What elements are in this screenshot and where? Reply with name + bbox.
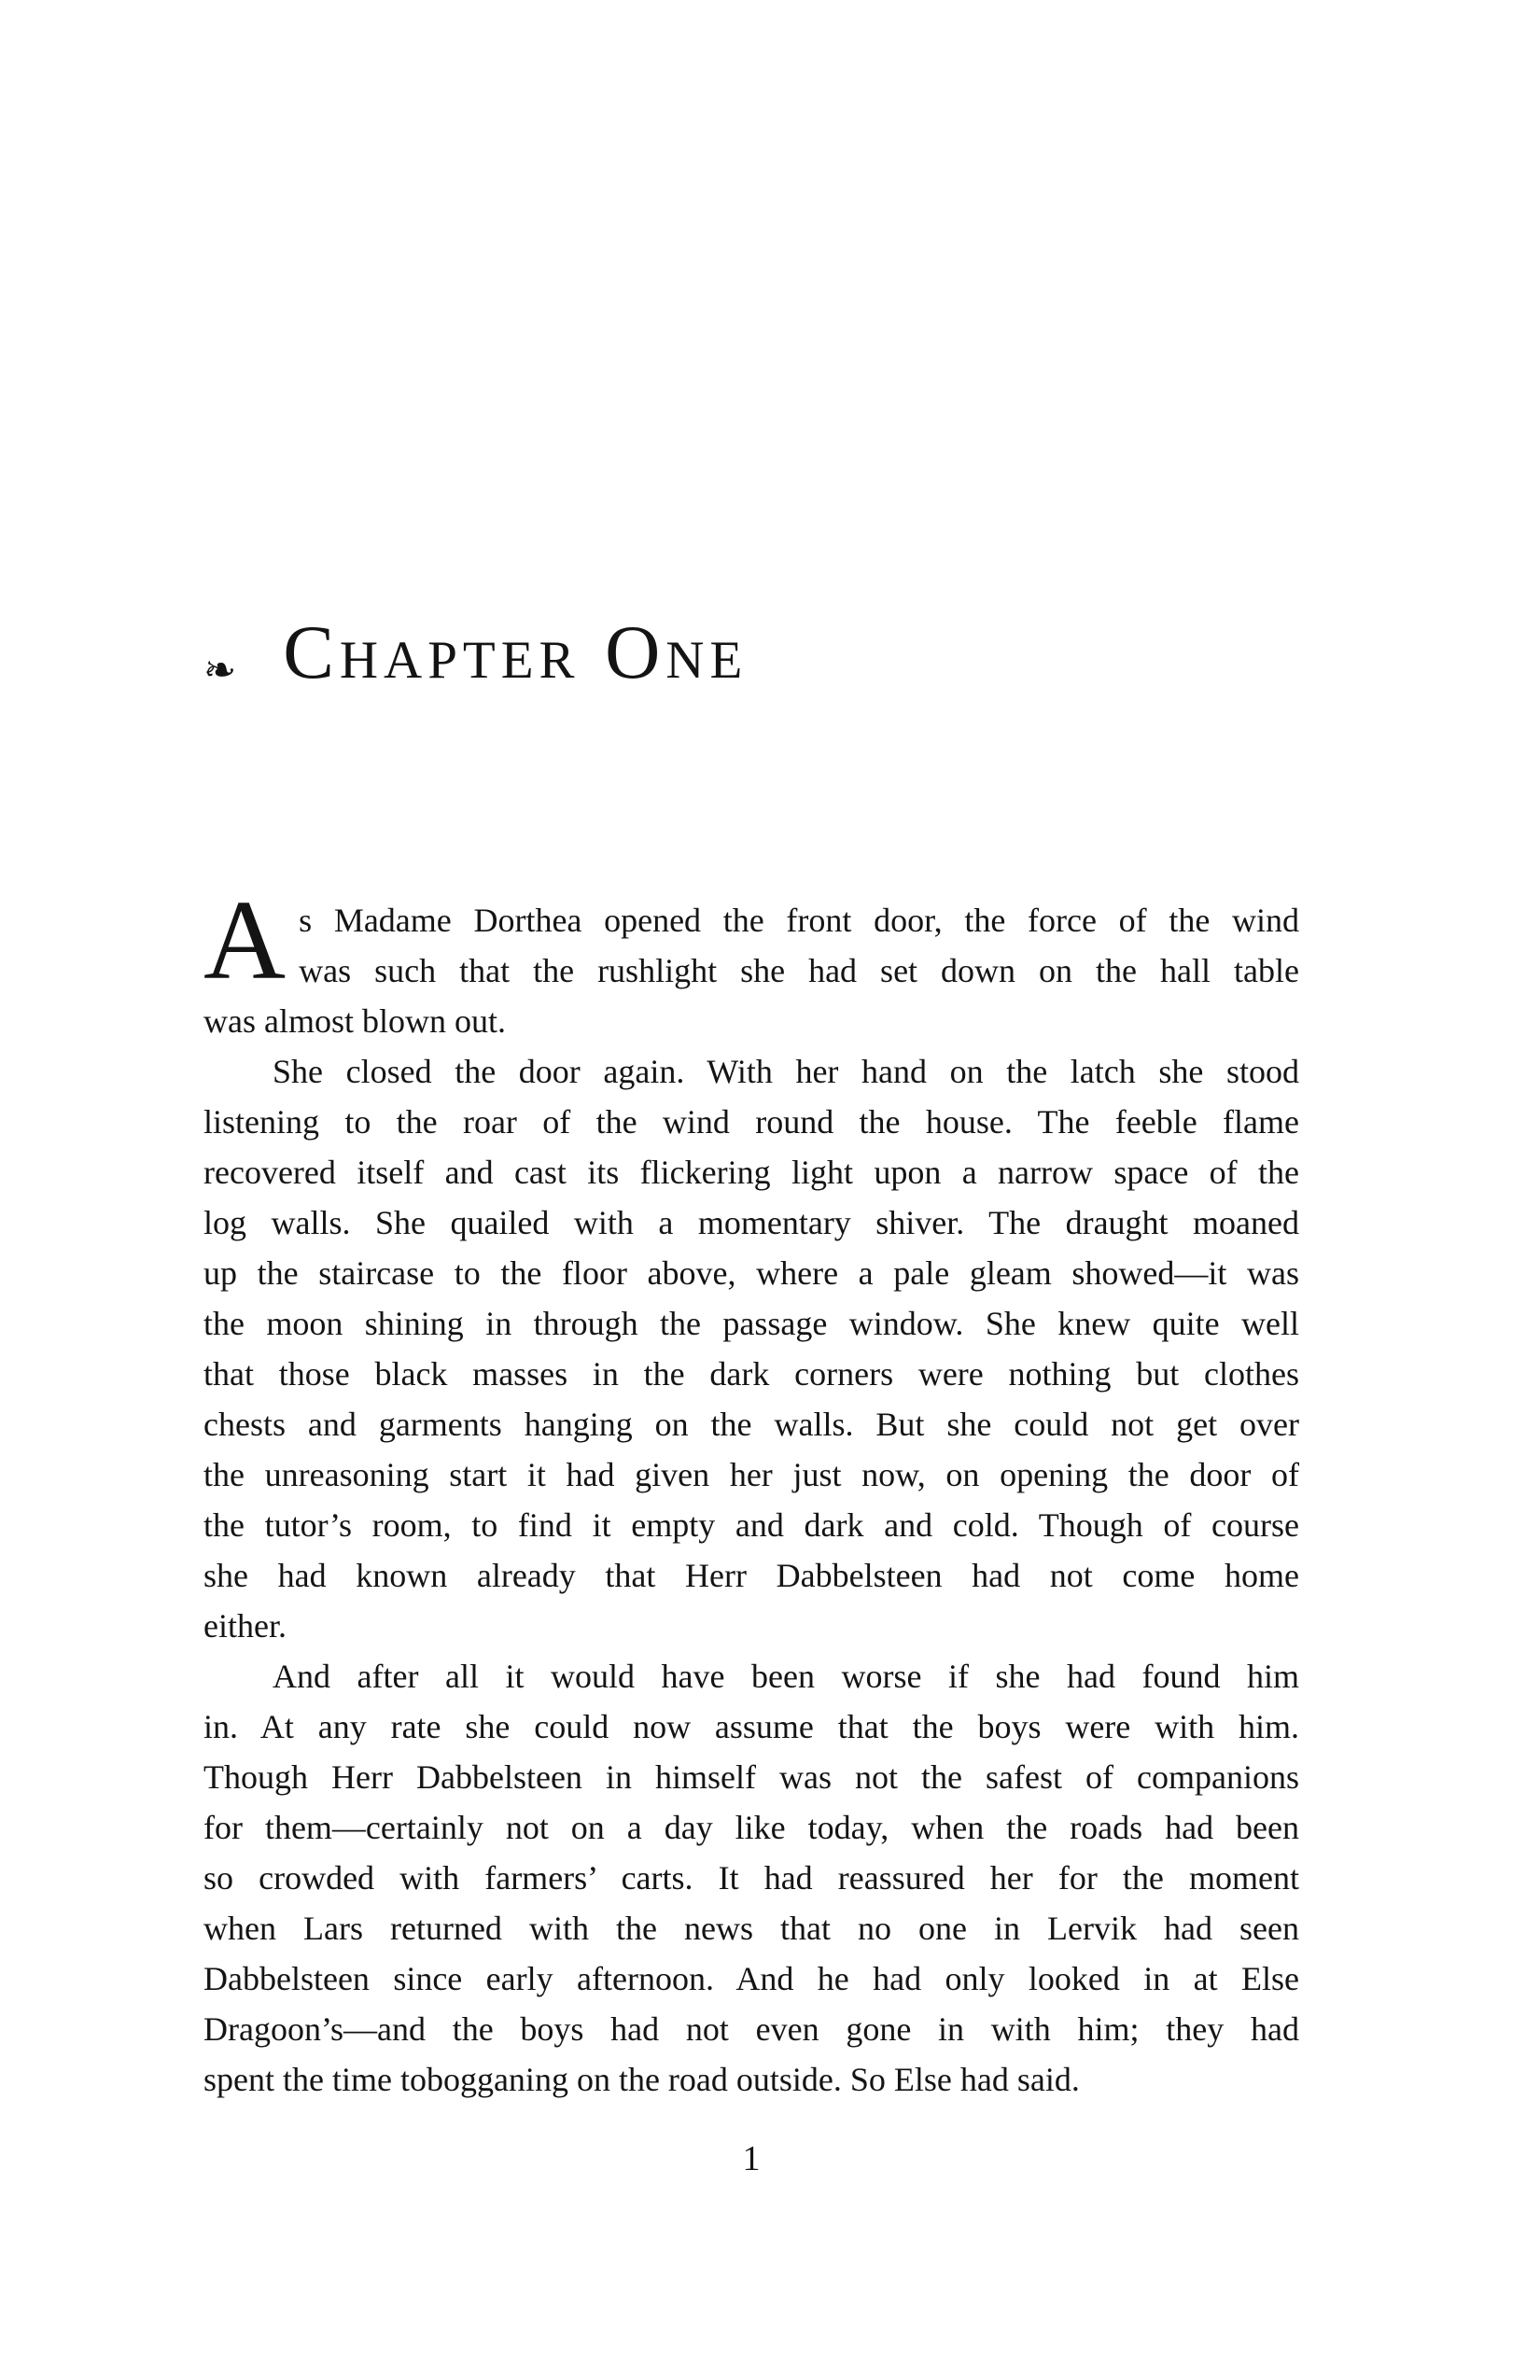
body-text xyxy=(203,877,1299,2105)
drop-cap: A xyxy=(203,877,287,1003)
text-line: was such that the rushlight she had set down on the hall table xyxy=(299,952,1299,989)
text-line: in. At any rate she could now assume that the boys were with him. xyxy=(203,1708,1299,1745)
chapter-title: Chapter One xyxy=(283,609,749,694)
text-line: recovered itself and cast its flickering light upon a narrow space of the xyxy=(203,1154,1299,1191)
text-line: the unreasoning start it had given her just now, on opening the door of xyxy=(203,1456,1299,1493)
paragraph xyxy=(203,1651,1299,2105)
text-line: Dragoon’s—and the boys had not even gone in with him; they had xyxy=(203,2010,1299,2048)
chapter-heading xyxy=(203,609,749,694)
paragraph xyxy=(203,877,1299,1046)
text-line: Dabbelsteen since early afternoon. And he had only looked in at Else xyxy=(203,1960,1299,1997)
page-number: 1 xyxy=(742,2139,761,2178)
paragraph xyxy=(203,1046,1299,1651)
text-line: the moon shining in through the passage window. She knew quite well xyxy=(203,1305,1299,1342)
fleuron-ornament-icon: ❧ xyxy=(203,647,237,693)
text-line: chests and garments hanging on the walls. But she could not get over xyxy=(203,1406,1299,1443)
text-line: when Lars returned with the news that no one in Lervik had seen xyxy=(203,1910,1299,1947)
text-line: she had known already that Herr Dabbelsteen had not come home xyxy=(203,1557,1299,1594)
text-line: was almost blown out. xyxy=(203,1002,506,1040)
text-line: She closed the door again. With her hand on the latch she stood xyxy=(273,1053,1299,1090)
text-line: up the staircase to the floor above, where a pale gleam showed—it was xyxy=(203,1254,1299,1292)
text-line: And after all it would have been worse if she had found him xyxy=(273,1658,1299,1695)
text-line: either. xyxy=(203,1607,287,1645)
text-line: Though Herr Dabbelsteen in himself was not the safest of companions xyxy=(203,1758,1299,1796)
text-line: spent the time tobogganing on the road outside. So Else had said. xyxy=(203,2061,1080,2098)
text-line: so crowded with farmers’ carts. It had reassured her for the moment xyxy=(203,1859,1299,1897)
text-line: for them—certainly not on a day like today, when the roads had been xyxy=(203,1809,1299,1846)
text-line: listening to the roar of the wind round the house. The feeble flame xyxy=(203,1103,1299,1141)
text-line: s Madame Dorthea opened the front door, the force of the wind xyxy=(299,902,1299,939)
text-line: that those black masses in the dark corners were nothing but clothes xyxy=(203,1355,1299,1393)
text-line: the tutor’s room, to find it empty and dark and cold. Though of course xyxy=(203,1506,1299,1544)
text-line: log walls. She quailed with a momentary shiver. The draught moaned xyxy=(203,1204,1299,1241)
